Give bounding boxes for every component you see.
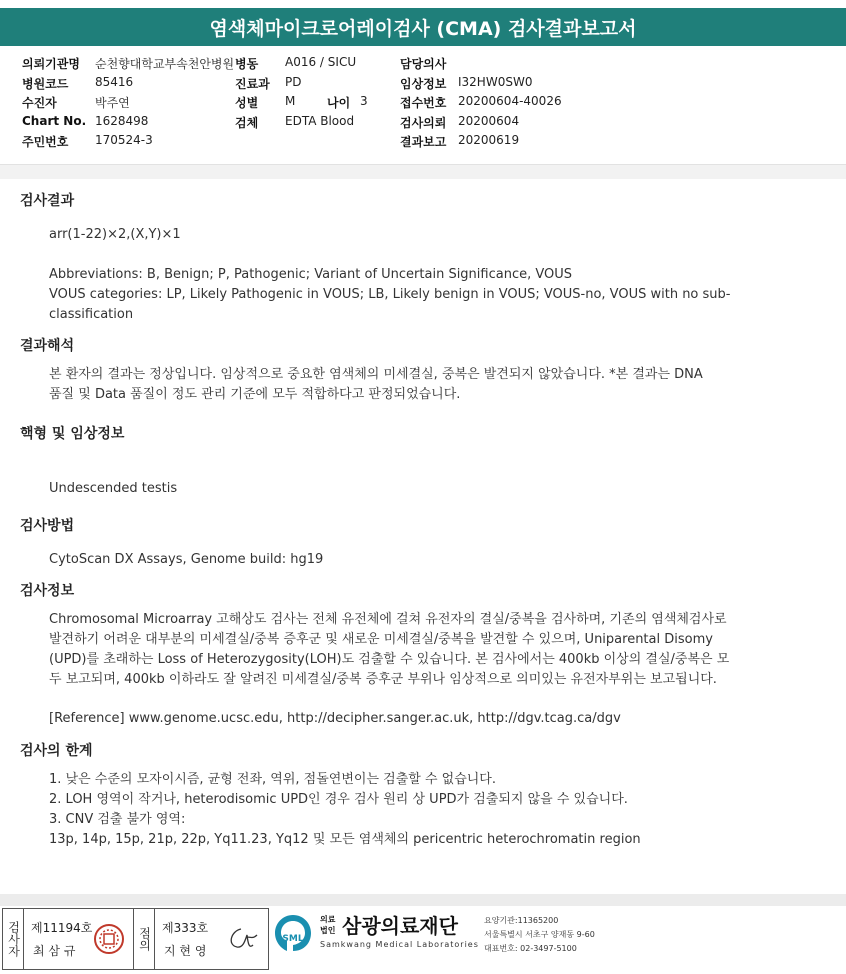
reference-text: [Reference] www.genome.ucsc.edu, http://decipher.sanger.ac.uk, http://dgv.tcag.ca/dgv bbox=[49, 711, 621, 726]
test-info-line4: 두 보고되며, 400kb 이하라도 잘 알려진 미세결실/중복 증후군 부위나 임상적으로 의미있는 유전자부위는 보고됩니다. bbox=[49, 672, 717, 687]
label-resident-no: 주민번호 bbox=[22, 135, 69, 149]
examiner-license-no: 제11194호 bbox=[31, 921, 93, 935]
vous-categories-line2: classification bbox=[49, 307, 134, 322]
section-title-method: 검사방법 bbox=[20, 518, 75, 534]
patient-info bbox=[22, 55, 832, 151]
corp-institution-code: 요양기관:11365200 bbox=[484, 916, 559, 925]
corp-label-1: 의료 bbox=[320, 915, 336, 924]
limitation-item-3: 3. CNV 검출 불가 영역: bbox=[49, 812, 186, 827]
value-requesting-institution: 순천향대학교부속천안병원 bbox=[95, 57, 235, 71]
test-info-line2: 발견하기 어려운 대부분의 미세결실/중복 증후군 및 새로운 미세결실/중복을 발견할 수 있으며, Uniparental Disomy bbox=[49, 632, 713, 647]
label-chart-no: Chart No. bbox=[22, 114, 87, 128]
report-title: 염색체마이크로어레이검사 (CMA) 검사결과보고서 bbox=[0, 8, 846, 46]
section-title-result: 검사결과 bbox=[20, 193, 75, 209]
value-age: 3 bbox=[360, 94, 368, 108]
examiner-label bbox=[3, 909, 24, 969]
label-patient: 수진자 bbox=[22, 96, 57, 110]
method-text: CytoScan DX Assays, Genome build: hg19 bbox=[49, 552, 324, 567]
examiner-label-text: 검사자 bbox=[6, 921, 21, 957]
value-request-date: 20200604 bbox=[458, 114, 520, 128]
footer-divider bbox=[0, 894, 846, 906]
limitation-item-1: 1. 낮은 수준의 모자이시즘, 균형 전좌, 역위, 점돌연변이는 검출할 수 없습니다. bbox=[49, 772, 496, 787]
label-receipt-no: 접수번호 bbox=[400, 96, 447, 110]
label-requesting-institution: 의뢰기관명 bbox=[22, 57, 80, 71]
corp-label-2: 법인 bbox=[320, 926, 336, 935]
interpretation-line2: 품질 및 Data 품질이 정도 관리 기준에 모두 적합하다고 판정되었습니다. bbox=[49, 387, 461, 402]
label-hospital-code: 병원코드 bbox=[22, 77, 69, 91]
signature-box bbox=[2, 908, 269, 970]
clinical-info-text: Undescended testis bbox=[49, 481, 178, 496]
examiner-seal-icon bbox=[93, 923, 125, 955]
section-title-clinical: 핵형 및 임상정보 bbox=[20, 426, 125, 442]
value-sex: M bbox=[285, 94, 296, 108]
test-info-line3: (UPD)를 초래하는 Loss of Heterozygosity(LOH)도 검출할 수 있습니다. 본 검사에서는 400kb 이상의 결실/중복은 모 bbox=[49, 652, 730, 667]
label-physician: 담당의사 bbox=[400, 57, 447, 71]
test-info-line1: Chromosomal Microarray 고해상도 검사는 전체 유전체에 걸쳐 유전자의 결실/중복을 검사하며, 기존의 염색체검사로 bbox=[49, 612, 727, 627]
section-divider bbox=[0, 164, 846, 179]
corp-name-english: Samkwang Medical Laboratories bbox=[320, 940, 479, 949]
label-clinical-info: 임상정보 bbox=[400, 77, 447, 91]
reviewer-license-no: 제333호 bbox=[162, 921, 209, 935]
reviewer-label bbox=[133, 909, 155, 969]
limitation-item-3-regions: 13p, 14p, 15p, 21p, 22p, Yq11.23, Yq12 및 모든 염색체의 pericentric heterochromatin region bbox=[49, 832, 641, 847]
label-ward: 병동 bbox=[235, 57, 259, 71]
value-hospital-code: 85416 bbox=[95, 75, 134, 89]
vous-categories-line1: VOUS categories: LP, Likely Pathogenic in VOUS; LB, Likely benign in VOUS; VOUS-no, VOUS with no sub- bbox=[49, 287, 731, 302]
label-age: 나이 bbox=[327, 96, 351, 110]
logo-text: SML bbox=[282, 934, 304, 944]
corp-address: 서울특별시 서초구 양재동 9-60 bbox=[484, 930, 595, 939]
limitation-item-2: 2. LOH 영역이 작거나, heterodisomic UPD인 경우 검사 원리 상 UPD가 검출되지 않을 수 있습니다. bbox=[49, 792, 628, 807]
value-report-date: 20200619 bbox=[458, 133, 520, 147]
label-department: 진료과 bbox=[235, 77, 270, 91]
corp-name: 삼광의료재단 bbox=[342, 914, 458, 938]
reviewer-name: 지 현 영 bbox=[164, 944, 207, 958]
value-specimen: EDTA Blood bbox=[285, 114, 355, 128]
examiner-name: 최 삼 규 bbox=[33, 944, 76, 958]
section-title-interpretation: 결과해석 bbox=[20, 338, 75, 354]
label-report-date: 결과보고 bbox=[400, 135, 447, 149]
value-receipt-no: 20200604-40026 bbox=[458, 94, 562, 108]
label-sex: 성별 bbox=[235, 96, 259, 110]
reviewer-label-text: 점의 bbox=[137, 927, 152, 951]
label-specimen: 검체 bbox=[235, 116, 259, 130]
value-department: PD bbox=[285, 75, 302, 89]
value-chart-no: 1628498 bbox=[95, 114, 149, 128]
section-title-test-info: 검사정보 bbox=[20, 583, 75, 599]
section-title-limitations: 검사의 한계 bbox=[20, 743, 93, 759]
interpretation-line1: 본 환자의 결과는 정상입니다. 임상적으로 중요한 염색체의 미세결실, 중복은 발견되지 않았습니다. *본 결과는 DNA bbox=[49, 367, 703, 382]
value-ward: A016 / SICU bbox=[285, 55, 357, 69]
value-clinical-info: I32HW0SW0 bbox=[458, 75, 533, 89]
value-patient: 박주연 bbox=[95, 96, 130, 110]
reviewer-signature-icon bbox=[223, 923, 261, 955]
sml-logo-icon bbox=[271, 911, 315, 955]
abbreviations-text: Abbreviations: B, Benign; P, Pathogenic; Variant of Uncertain Significance, VOUS bbox=[49, 267, 573, 282]
karyotype-result: arr(1-22)×2,(X,Y)×1 bbox=[49, 227, 181, 242]
label-request-date: 검사의뢰 bbox=[400, 116, 447, 130]
value-resident-no: 170524-3 bbox=[95, 133, 153, 147]
corp-phone: 대표번호: 02-3497-5100 bbox=[484, 944, 577, 953]
